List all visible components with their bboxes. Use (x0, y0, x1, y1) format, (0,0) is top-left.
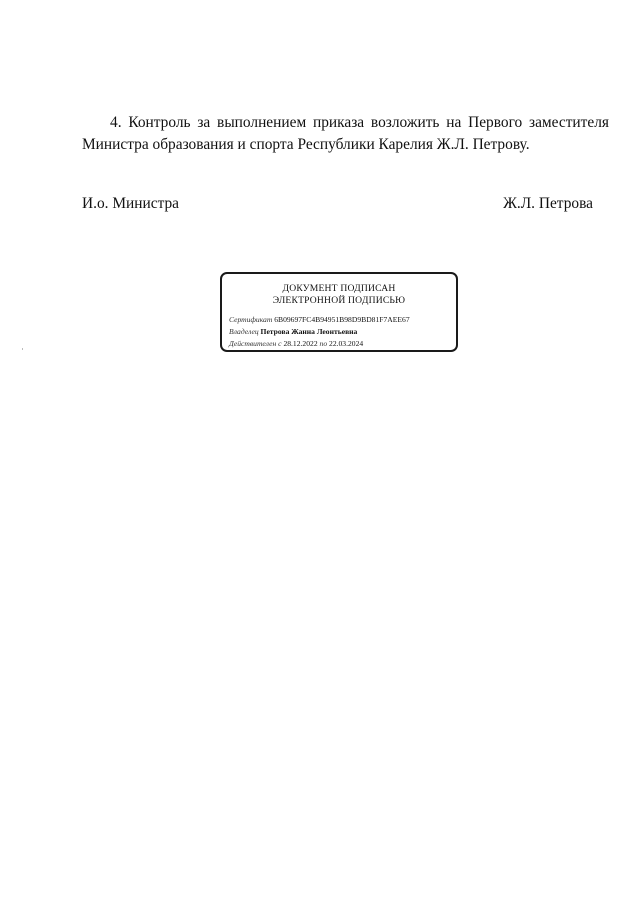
stamp-certificate-label: Сертификат (229, 315, 273, 324)
stamp-validity-to-word: по (319, 339, 328, 348)
stamp-certificate-row (229, 315, 410, 325)
stamp-owner-value: Петрова Жанна Леонтьевна (260, 327, 358, 336)
stamp-validity-from-word: с (278, 339, 282, 348)
stamp-validity-from-date: 28.12.2022 (283, 339, 318, 348)
scan-speck (22, 348, 23, 350)
stamp-owner-row (229, 327, 357, 337)
stamp-validity-row (229, 339, 363, 349)
order-paragraph-4: 4. Контроль за выполнением приказа возложить на Первого заместителя Министра образования и спорта Республики Карелия Ж.Л. Петрову. (82, 114, 609, 153)
stamp-owner-label: Владелец (229, 327, 259, 336)
signatory-position: И.о. Министра (82, 195, 180, 212)
stamp-title-line2: ЭЛЕКТРОННОЙ ПОДПИСЬЮ (272, 295, 406, 306)
stamp-title-line1: ДОКУМЕНТ ПОДПИСАН (282, 283, 396, 294)
stamp-validity-label: Действителен (229, 339, 277, 348)
electronic-signature-stamp (220, 272, 458, 352)
signatory-name: Ж.Л. Петрова (503, 195, 593, 212)
stamp-validity-to-date: 22.03.2024 (329, 339, 364, 348)
stamp-certificate-value: 6B09697FC4B94951B98D9BD81F7AEE67 (274, 315, 410, 324)
